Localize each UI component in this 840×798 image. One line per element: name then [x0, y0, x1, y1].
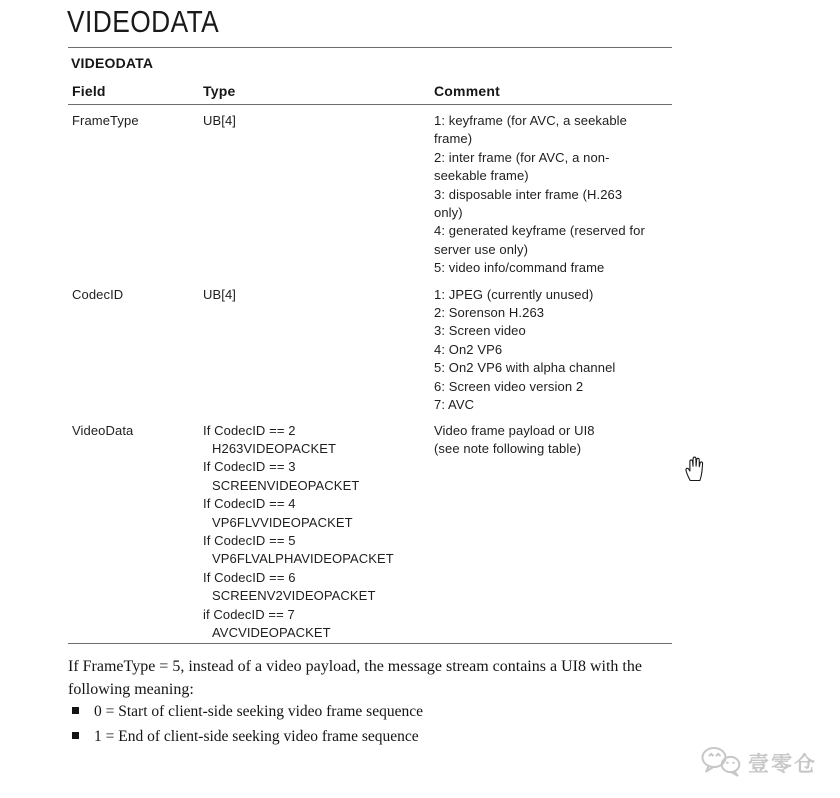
bullet-text: 0 = Start of client-side seeking video frame sequence: [94, 703, 423, 720]
cell-line: AVCVIDEOPACKET: [212, 624, 331, 640]
cell-line: If CodecID == 4: [203, 496, 296, 512]
cell-line: If CodecID == 2: [203, 422, 296, 438]
comment-cell: [434, 112, 672, 278]
type-cell: [203, 422, 434, 643]
cell-line: 4: generated keyframe (reserved for: [434, 223, 645, 239]
comment-cell: [434, 422, 672, 459]
cell-line: VideoData: [72, 422, 134, 438]
note-paragraph: If FrameType = 5, instead of a video payload, the message stream contains a UI8 with the following meaning:: [68, 658, 642, 698]
cell-line: 1: JPEG (currently unused): [434, 286, 594, 302]
cell-line: (see note following table): [434, 440, 582, 456]
field-cell: [68, 422, 203, 440]
cell-line: UB[4]: [203, 286, 237, 302]
watermark: [698, 743, 817, 783]
field-cell: [68, 112, 203, 130]
cell-line: 7: AVC: [434, 397, 475, 413]
table-row: [68, 422, 672, 643]
watermark-text: 壹零仓: [748, 753, 817, 776]
cell-line: 2: Sorenson H.263: [434, 305, 545, 321]
cell-line: SCREENVIDEOPACKET: [212, 477, 360, 493]
column-header-field: Field: [72, 83, 106, 99]
cell-line: frame): [434, 131, 473, 147]
cell-line: 3: Screen video: [434, 323, 526, 339]
cell-line: 3: disposable inter frame (H.263: [434, 186, 623, 202]
bullet-square-icon: [72, 707, 79, 714]
cell-line: Video frame payload or UI8: [434, 422, 595, 438]
cell-line: 4: On2 VP6: [434, 341, 503, 357]
bullet-text: 1 = End of client-side seeking video frame sequence: [94, 728, 419, 745]
table-row: [68, 112, 672, 278]
bullet-square-icon: [72, 732, 79, 739]
column-header-comment: Comment: [434, 83, 500, 99]
cell-line: SCREENV2VIDEOPACKET: [212, 588, 376, 604]
bullet-item: [68, 728, 419, 746]
cell-line: VP6FLVALPHAVIDEOPACKET: [212, 551, 394, 567]
table-body: [68, 112, 672, 642]
cell-line: If CodecID == 5: [203, 532, 296, 548]
column-header-type: Type: [203, 83, 236, 99]
page-title: VIDEODATA: [67, 4, 220, 39]
wechat-icon: [698, 744, 744, 782]
cell-line: CodecID: [72, 286, 124, 302]
type-cell: [203, 112, 434, 130]
cell-line: 5: On2 VP6 with alpha channel: [434, 360, 616, 376]
hand-cursor-icon: [683, 454, 706, 482]
cell-line: 5: video info/command frame: [434, 260, 605, 276]
cell-line: server use only): [434, 241, 529, 257]
cell-line: seekable frame): [434, 168, 529, 184]
bullet-item: [68, 703, 423, 721]
type-cell: [203, 286, 434, 304]
cell-line: 2: inter frame (for AVC, a non-: [434, 149, 610, 165]
cell-line: If CodecID == 6: [203, 569, 296, 585]
cell-line: 6: Screen video version 2: [434, 378, 584, 394]
divider-bottom: [68, 643, 672, 644]
cell-line: If CodecID == 3: [203, 459, 296, 475]
cell-line: H263VIDEOPACKET: [212, 440, 337, 456]
comment-cell: [434, 286, 672, 415]
divider-header: [68, 104, 672, 105]
cell-line: VP6FLVVIDEOPACKET: [212, 514, 353, 530]
divider-top: [68, 47, 672, 48]
cell-line: UB[4]: [203, 113, 237, 128]
cell-line: if CodecID == 7: [203, 606, 295, 622]
cell-line: FrameType: [72, 113, 139, 128]
field-cell: [68, 286, 203, 304]
cell-line: 1: keyframe (for AVC, a seekable: [434, 113, 627, 128]
table-caption: VIDEODATA: [71, 55, 154, 71]
table-row: [68, 286, 672, 415]
cell-line: only): [434, 205, 463, 221]
